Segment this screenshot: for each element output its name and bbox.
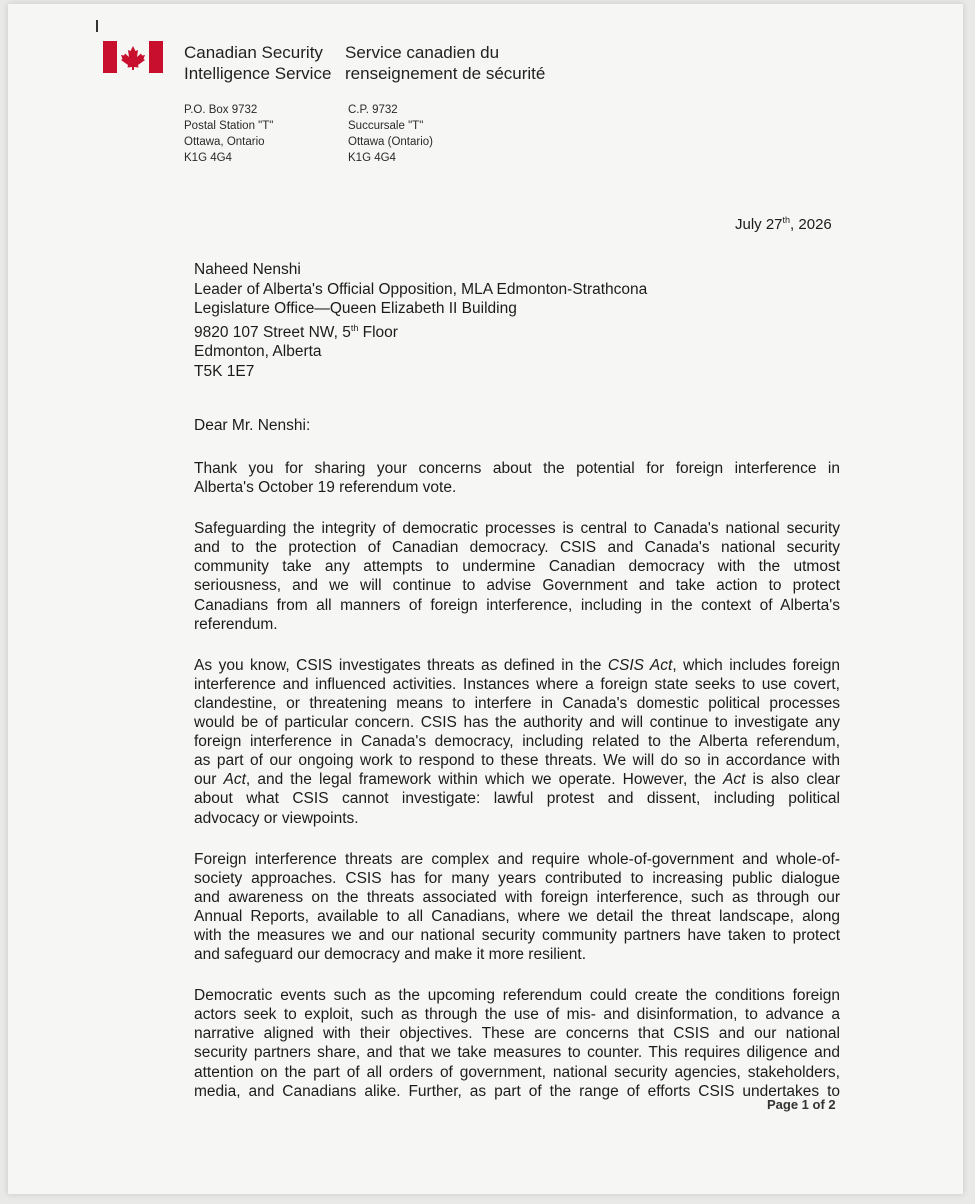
recipient-office: Legislature Office—Queen Elizabeth II Building: [194, 300, 517, 317]
body-paragraph-5: [194, 986, 840, 1101]
paragraph-line: security partners share, and that we take measures to counter. This requires diligence and: [194, 1044, 840, 1062]
address-french: [348, 102, 433, 166]
body-paragraph-4: [194, 850, 840, 965]
date-suffix: th: [782, 215, 791, 225]
paragraph-line: seriousness, and we will continue to advise Government and take action to protect: [194, 577, 840, 595]
agency-fr-line-1: Service canadien du: [345, 43, 500, 62]
paragraph-line: actors seek to exploit, such as through the use of mis- and disinformation, to advance a: [194, 1006, 840, 1024]
paragraph-line: Annual Reports, available to all Canadians, where we detail the threat landscape, along: [194, 907, 840, 925]
agency-name-french: [345, 42, 545, 84]
canadian-flag-icon: [103, 41, 163, 73]
recipient-city: Edmonton, Alberta: [194, 343, 322, 361]
paragraph-line: Democratic events such as the upcoming referendum could create the conditions foreign: [194, 987, 840, 1005]
paragraph-line: Safeguarding the integrity of democratic processes is central to Canada's national security: [194, 520, 840, 538]
paragraph-line: society approaches. CSIS has for many years contributed to increasing public dialogue: [194, 869, 840, 887]
paragraph-line: media, and Canadians alike. Further, as part of the range of efforts CSIS undertakes to: [194, 1082, 840, 1100]
address-fr-line: Ottawa (Ontario): [348, 136, 433, 148]
paragraph-line: Thank you for sharing your concerns about the potential for foreign interference in: [194, 460, 840, 477]
address-en-line: K1G 4G4: [184, 152, 232, 164]
punch-mark: [96, 20, 98, 32]
agency-fr-line-2: renseignement de sécurité: [345, 64, 546, 83]
letter-date: [735, 215, 832, 233]
address-english: [184, 102, 273, 166]
paragraph-line: Alberta's October 19 referendum vote.: [194, 479, 457, 497]
letter-body: [194, 459, 840, 1123]
recipient-street: [194, 319, 647, 343]
page-number: Page 1 of 2: [767, 1097, 836, 1112]
paragraph-line: narrative aligned with their objectives. These are concerns that CSIS and our national: [194, 1025, 840, 1043]
body-paragraph-1: [194, 459, 840, 497]
paragraph-line: about what CSIS cannot investigate: lawful protest and dissent, including political: [194, 790, 840, 808]
paragraph-line: with the measures we and our national security community partners have taken to protect: [194, 926, 840, 944]
paragraph-line: As you know, CSIS investigates threats as defined in the CSIS Act, which includes foreign: [194, 656, 840, 674]
body-paragraph-3: [194, 656, 840, 828]
address-fr-line: Succursale "T": [348, 120, 424, 132]
agency-en-line-2: Intelligence Service: [184, 64, 332, 83]
paragraph-line: and to the protection of Canadian democracy. CSIS and Canada's national security: [194, 539, 840, 557]
address-en-line: Postal Station "T": [184, 120, 274, 132]
paragraph-line: referendum.: [194, 615, 278, 633]
paragraph-line: Foreign interference threats are complex and require whole-of-government and whole-of-: [194, 850, 840, 868]
address-en-line: P.O. Box 9732: [184, 104, 258, 116]
salutation: Dear Mr. Nenshi:: [194, 417, 311, 434]
paragraph-line: interference and influenced activities. Instances where a foreign state seeks to use covert,: [194, 675, 840, 693]
letter-page: [8, 4, 963, 1194]
paragraph-line: our Act, and the legal framework within which we operate. However, the Act is also clear: [194, 771, 840, 789]
address-fr-line: K1G 4G4: [348, 152, 396, 164]
paragraph-line: would be of particular concern. CSIS has the authority and will continue to investigate any: [194, 714, 840, 732]
agency-en-line-1: Canadian Security: [184, 43, 323, 62]
paragraph-line: Canadians from all manners of foreign interference, including in the context of Alberta's: [194, 596, 840, 614]
address-en-line: Ottawa, Ontario: [184, 136, 265, 148]
recipient-title: Leader of Alberta's Official Opposition, MLA Edmonton-Strathcona: [194, 280, 648, 298]
paragraph-line: foreign interference in Canada's democracy, including related to the Alberta referendum,: [194, 733, 840, 751]
paragraph-line: attention on the part of all orders of government, national security agencies, stakeholders,: [194, 1063, 840, 1081]
paragraph-line: clandestine, or threatening means to interfere in Canada's domestic political processes: [194, 694, 840, 712]
paragraph-line: advocacy or viewpoints.: [194, 809, 359, 827]
paragraph-line: and awareness on the threats associated with foreign interference, such as through our: [194, 888, 840, 906]
body-paragraph-2: [194, 519, 840, 634]
paragraph-line: community take any attempts to undermine Canadian democracy with the utmost: [194, 558, 840, 576]
paragraph-line: and safeguard our democracy and make it more resilient.: [194, 946, 587, 964]
recipient-street-suffix: th: [350, 322, 359, 333]
paragraph-line: as part of our ongoing work to respond to these threats. We will do so in accordance with: [194, 752, 840, 770]
date-month-day: July 27: [735, 216, 783, 233]
address-fr-line: C.P. 9732: [348, 104, 398, 116]
recipient-name: Naheed Nenshi: [194, 261, 301, 278]
recipient-postal: T5K 1E7: [194, 362, 255, 380]
recipient-street-end: Floor: [358, 323, 398, 341]
date-year: , 2026: [790, 216, 832, 233]
recipient-block: [194, 260, 647, 381]
recipient-street-main: 9820 107 Street NW, 5: [194, 323, 351, 341]
agency-name-english: [184, 42, 331, 84]
